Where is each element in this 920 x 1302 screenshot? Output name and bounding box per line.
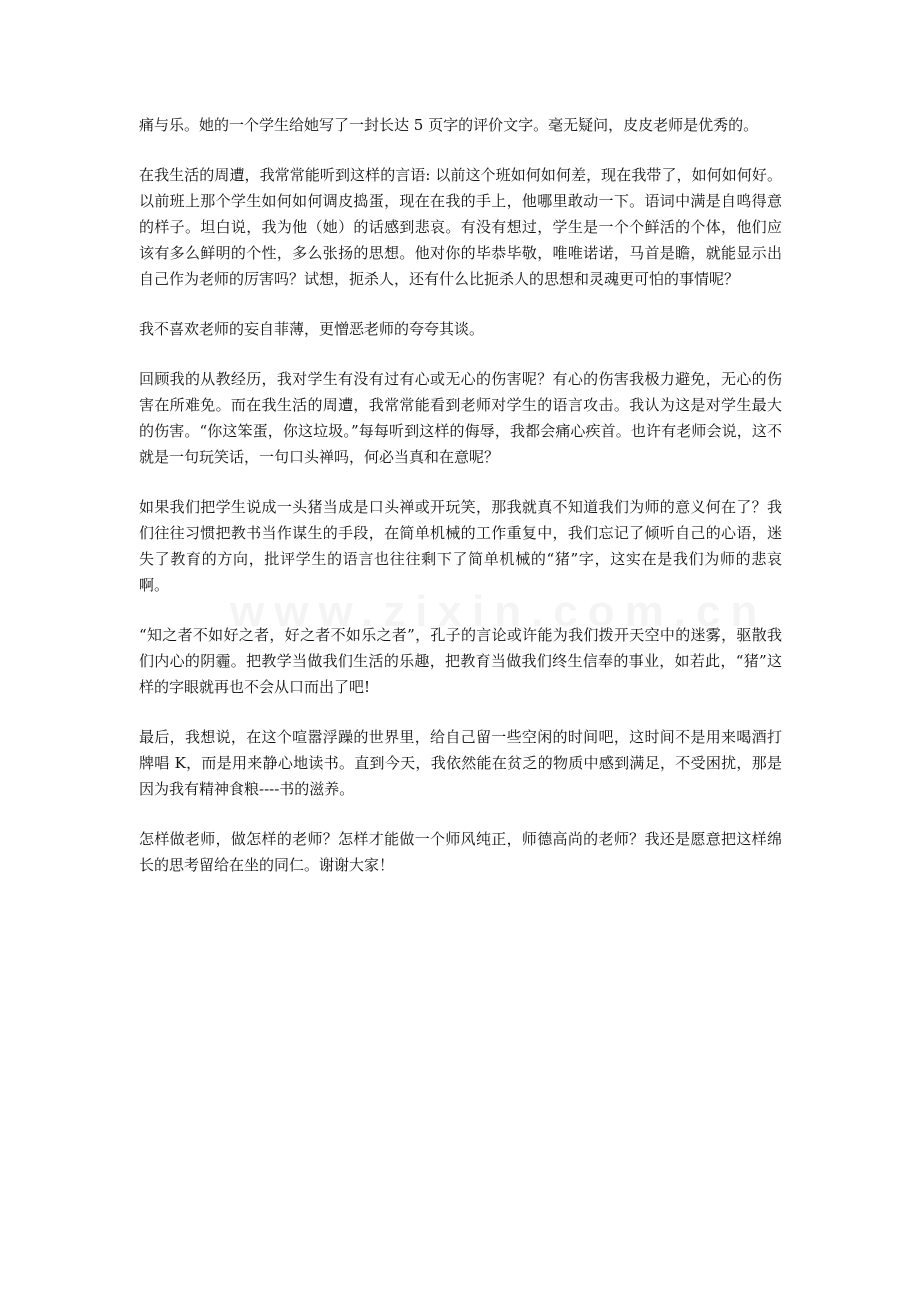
- paragraph-3: 我不喜欢老师的妄自菲薄，更憎恶老师的夸夸其谈。: [139, 320, 485, 338]
- paragraph-5: 如果我们把学生说成一头猪当成是口头禅或开玩笑，那我就真不知道我们为师的意义何在了？我们往往习惯把教书当作谋生的手段，在简单机械的工作重复中，我们忘记了倾听自己的心语，迷失了教育的方向，批评学生的语言也往往剩下了简单机械的“猪”字，这实在是我们为师的悲哀啊。: [139, 498, 782, 594]
- paragraph-2: 在我生活的周遭，我常常能听到这样的言语: 以前这个班如何如何差，现在我带了，如何如何好。以前班上那个学生如何如何调皮捣蛋，现在在我的手上，他哪里敢动一下。语词中满是自鸣得意的样子。坦白说，我为他（她）的话感到悲哀。有没有想过，学生是一个个鲜活的个体，他们应该有多么鲜明的个性，多么张扬的思想。他对你的毕恭毕敬，唯唯诺诺，马首是瞻，就能显示出自己作为老师的厉害吗？试想，扼杀人，还有什么比扼杀人的思想和灵魂更可怕的事情呢？: [139, 166, 782, 288]
- paragraph-1: 痛与乐。她的一个学生给她写了一封长达 5 页字的评价文字。毫无疑问，皮皮老师是优秀的。: [139, 116, 759, 134]
- paragraph-4: 回顾我的从教经历，我对学生有没有过有心或无心的伤害呢？有心的伤害我极力避免，无心的伤害在所难免。而在我生活的周遭，我常常能看到老师对学生的语言攻击。我认为这是对学生最大的伤害。“你这笨蛋，你这垃圾。”每每听到这样的侮辱，我都会痛心疾首。也许有老师会说，这不就是一句玩笑话，一句口头禅吗，何必当真和在意呢？: [139, 370, 782, 466]
- paragraph-6: “知之者不如好之者，好之者不如乐之者”，孔子的言论或许能为我们拨开天空中的迷雾，驱散我们内心的阴霾。把教学当做我们生活的乐趣，把教育当做我们终生信奉的事业，如若此，“猪”这样的字眼就再也不会从口而出了吧!: [139, 626, 782, 696]
- paragraph-7: 最后，我想说，在这个喧嚣浮躁的世界里，给自己留一些空闲的时间吧，这时间不是用来喝酒打牌唱 K，而是用来静心地读书。直到今天，我依然能在贫乏的物质中感到满足，不受困扰，那是因为我有精神食粮----书的滋养。: [139, 728, 782, 798]
- paragraph-8: 怎样做老师，做怎样的老师？怎样才能做一个师风纯正，师德高尚的老师？我还是愿意把这样绵长的思考留给在坐的同仁。谢谢大家！: [139, 830, 782, 874]
- document-body: [139, 112, 782, 902]
